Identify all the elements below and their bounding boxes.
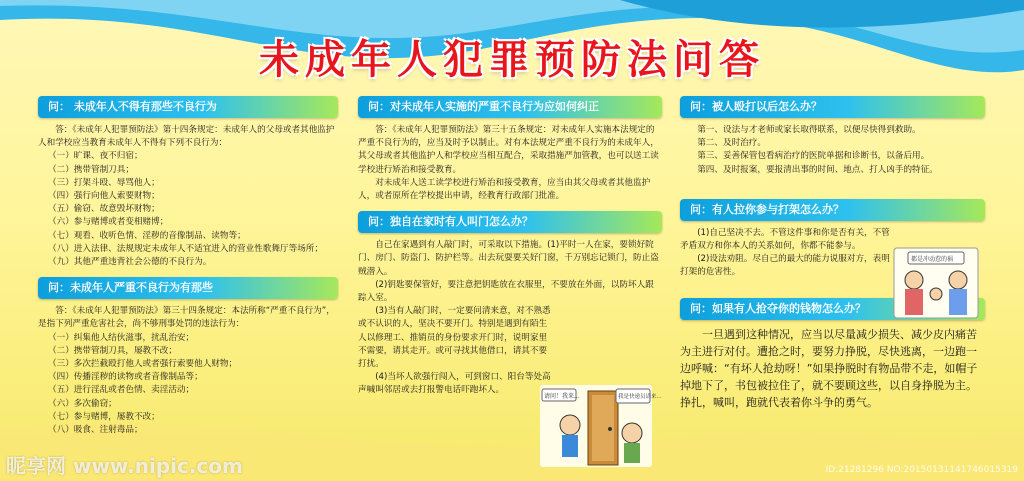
list-item: （三）多次拦截殴打他人或者强行索要他人财物； bbox=[48, 359, 238, 370]
question-bar-bad-behavior: 问： 未成年人不得有那些不良行为 bbox=[38, 96, 338, 118]
list-item: （四）传播淫秽的读物或者音像制品等； bbox=[48, 372, 203, 383]
column-1 bbox=[38, 96, 338, 437]
question-bar-beaten: 问：被人殴打以后怎么办？ bbox=[680, 96, 985, 118]
list-item: （五）偷窃、故意毁坏财物； bbox=[48, 204, 160, 215]
list-item: （七）参与赌博，屡教不改； bbox=[48, 411, 160, 422]
page-title: 未成年人犯罪预防法问答 bbox=[259, 36, 765, 83]
answer-paragraph: (1)自己坚决不去。不管这件事和你是否有关，不管矛盾双方和你本人的关系如何，你都不能参与。 bbox=[680, 227, 890, 252]
list-item: （二）携带管制刀具，屡教不改； bbox=[48, 345, 177, 356]
list-item: （九）其他严重违背社会公德的不良行为。 bbox=[48, 257, 212, 268]
answer-paragraph: 一旦遇到这种情况，应当以尽量减少损失、减少皮内痛苦为主进行对付。遭抢之时，要努力挣脱，尽快逃离，一边跑一边呼喊：“有坏人抢劫呀！”如果挣脱时有物品带不走，如帽子掉地下了，书包被拉住了，就不要顾这些，以自身挣脱为主。挣扎，喊叫，跑就代表着你斗争的勇气。 bbox=[680, 327, 978, 409]
answer-intro: 答：《未成年人犯罪预防法》第三十四条规定：本法所称“严重不良行为”，是指下列严重危害社会，尚不够刑事处罚的违法行为： bbox=[38, 306, 335, 330]
list-item: （八）进入法律、法规规定未成年人不适宜进入的营业性歌舞厅等场所； bbox=[48, 243, 324, 254]
list-item: （八）吸食、注射毒品； bbox=[48, 425, 143, 436]
list-item: （一）纠集他人结伙滋事，扰乱治安； bbox=[48, 332, 195, 343]
answer-paragraph: 答：《未成年人犯罪预防法》第三十五条规定：对未成年人实施本法规定的严重不良行为的，应当及时予以制止。对有本法规定严重不良行为的未成年人，其父母或者其他监护人和学校应当相互配合，采取措施严加管教，也可以送工读学校进行矫治和接受教育。 bbox=[358, 125, 659, 175]
answer-paragraph: 自己在家遇到有人敲门时，可采取以下措施。(1)平时一人在家，要锁好院门、房门、防盗门、防护栏等。出去玩耍要关好门窗，千万别忘记锁门，防止盗贼潜入。 bbox=[358, 240, 659, 277]
question-bar-robbery: 问：如果有人抢夺你的钱物怎么办？ bbox=[680, 298, 985, 320]
list-item: 第四、及时报案，要报清出事的时间、地点、打人凶手的特征。 bbox=[697, 164, 938, 175]
list-item: 第三、妥善保管包看病治疗的医院单据和诊断书，以备后用。 bbox=[697, 151, 930, 162]
question-bar-correction: 问：对未成年人实施的严重不良行为应如何纠正 bbox=[358, 96, 662, 118]
question-bar-home-alone: 问：独自在家时有人叫门怎么办？ bbox=[358, 211, 662, 233]
list-item: （六）多次偷窃； bbox=[48, 398, 117, 409]
list-item: （一）旷课、夜不归宿； bbox=[48, 151, 143, 162]
list-item: （五）进行淫乱或者色情、卖淫活动； bbox=[48, 385, 195, 396]
column-2 bbox=[358, 96, 662, 398]
answer-paragraph: (4)当坏人欲强行闯入，可到窗口、阳台等处高声喊叫邻居或去打报警电话吓跑坏人。 bbox=[358, 372, 551, 396]
answer-paragraph: (2)钥匙要保管好，要注意把钥匙放在衣服里，不要放在外面，以防坏人跟踪入室。 bbox=[358, 279, 654, 304]
fight-illustration bbox=[894, 248, 978, 318]
speech-bubble-child: 请问！我来... bbox=[544, 393, 580, 400]
list-item: （二）携带管制刀具； bbox=[48, 164, 134, 175]
watermark-id: ID:21281296 NO:20150131141746015319 bbox=[825, 465, 1018, 475]
question-bar-fight: 问：有人拉你参与打架怎么办？ bbox=[680, 199, 985, 221]
answer-intro: 答：《未成年人犯罪预防法》第十四条规定：未成年人的父母或者其他监护人和学校应当教育未成年人不得有下列不良行为： bbox=[38, 125, 335, 149]
answer-paragraph: 对未成年人送工读学校进行矫治和接受教育，应当由其父母或者其他监护人，或者原所在学校提出申请，经教育行政部门批准。 bbox=[358, 177, 651, 202]
list-item: （七）观看、收听色情、淫秽的音像制品、读物等； bbox=[48, 230, 246, 241]
watermark-logo: 昵享网 www.nipic.com bbox=[6, 454, 243, 478]
question-bar-serious-behavior: 问：未成年人严重不良行为有那些 bbox=[38, 277, 338, 299]
speech-bubble-fight: 都是冲动惹的祸 bbox=[911, 256, 954, 263]
list-item: （六）参与赌博或者变相赌博； bbox=[48, 217, 169, 228]
answer-beaten bbox=[680, 124, 985, 177]
list-item: 第二、及时治疗。 bbox=[697, 138, 766, 149]
list-item: （三）打架斗殴、辱骂他人； bbox=[48, 177, 160, 188]
speech-bubble-stranger: 我是快递员请来... bbox=[618, 394, 662, 400]
answer-home-alone bbox=[358, 239, 662, 397]
door-knock-illustration bbox=[540, 385, 662, 467]
answer-paragraph: (3)当有人敲门时，一定要问清来意，对不熟悉或不认识的人，坚决不要开门。特别是遇到有陌生人以修理工、推销员的身份要求开门时，说明家里不需要，请其走开。或可寻找其他借口，请其不要打扰。 bbox=[358, 306, 551, 370]
answer-serious-behavior bbox=[38, 305, 338, 437]
answer-bad-behavior bbox=[38, 124, 338, 269]
answer-correction bbox=[358, 124, 662, 203]
answer-paragraph: (2)设法劝阻。尽自己的最大的能力说服对方，表明打架的危害性。 bbox=[680, 254, 890, 278]
list-item: （四）强行向他人索要财物； bbox=[48, 191, 160, 202]
answer-robbery bbox=[680, 326, 985, 411]
list-item: 第一、设法与才老师或家长取得联系，以便尽快得到救助。 bbox=[697, 125, 921, 135]
